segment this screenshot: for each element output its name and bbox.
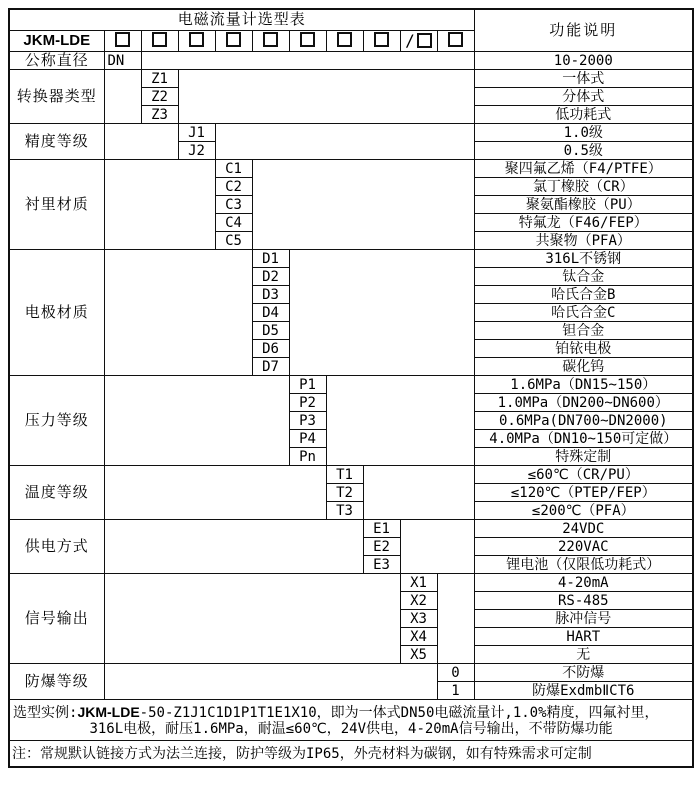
code-cell: X5 <box>400 646 437 664</box>
table-row <box>9 664 693 682</box>
code-cell: D1 <box>252 250 289 268</box>
blank-cell <box>104 124 178 160</box>
function-desc: HART <box>474 628 693 646</box>
table-row <box>9 376 693 394</box>
blank-cell <box>104 70 141 124</box>
table-row <box>9 124 693 142</box>
function-desc: 0.6MPa(DN700~DN2000) <box>474 412 693 430</box>
checkbox-icon <box>448 32 463 47</box>
function-desc: ≤200℃（PFA） <box>474 502 693 520</box>
function-desc: RS-485 <box>474 592 693 610</box>
checkbox-icon <box>337 32 352 47</box>
function-desc: 哈氏合金B <box>474 286 693 304</box>
table-row <box>9 574 693 592</box>
category-label: 压力等级 <box>9 376 104 466</box>
category-label: 温度等级 <box>9 466 104 520</box>
code-cell: P2 <box>289 394 326 412</box>
function-desc: 铂铱电极 <box>474 340 693 358</box>
code-cell: P4 <box>289 430 326 448</box>
code-cell: C1 <box>215 160 252 178</box>
function-desc: 无 <box>474 646 693 664</box>
function-desc: ≤60℃（CR/PU） <box>474 466 693 484</box>
blank-cell <box>252 160 474 250</box>
code-cell: X4 <box>400 628 437 646</box>
code-cell: X1 <box>400 574 437 592</box>
category-label: 公称直径 <box>9 52 104 70</box>
function-desc: 分体式 <box>474 88 693 106</box>
code-cell: Z3 <box>141 106 178 124</box>
function-desc: 脉冲信号 <box>474 610 693 628</box>
checkbox-icon <box>374 32 389 47</box>
code-cell: D6 <box>252 340 289 358</box>
example-model: JKM-LDE <box>77 703 140 720</box>
category-label: 转换器类型 <box>9 70 104 124</box>
code-cell: C4 <box>215 214 252 232</box>
function-desc: 1.0级 <box>474 124 693 142</box>
function-desc: 钛合金 <box>474 268 693 286</box>
note-row <box>9 741 693 768</box>
table-row <box>9 52 693 70</box>
slash-mark: / <box>405 30 415 50</box>
code-cell: X2 <box>400 592 437 610</box>
blank-cell <box>178 70 474 124</box>
table-title: 电磁流量计选型表 <box>9 9 474 31</box>
code-cell: D2 <box>252 268 289 286</box>
model-code-cell-ex <box>437 31 474 52</box>
code-cell: D3 <box>252 286 289 304</box>
code-cell: C3 <box>215 196 252 214</box>
code-cell: DN <box>104 52 141 70</box>
selection-example <box>9 700 693 741</box>
blank-cell <box>363 466 474 520</box>
function-desc: 0.5级 <box>474 142 693 160</box>
code-cell: C2 <box>215 178 252 196</box>
function-desc: 钽合金 <box>474 322 693 340</box>
code-cell: E3 <box>363 556 400 574</box>
function-desc: ≤120℃（PTEP/FEP） <box>474 484 693 502</box>
code-cell: 1 <box>437 682 474 700</box>
blank-cell <box>104 376 289 466</box>
table-row <box>9 160 693 178</box>
function-desc: 1.6MPa（DN15~150） <box>474 376 693 394</box>
category-label: 精度等级 <box>9 124 104 160</box>
function-desc: 特殊定制 <box>474 448 693 466</box>
code-cell: D7 <box>252 358 289 376</box>
model-code-cell-p <box>289 31 326 52</box>
checkbox-icon <box>152 32 167 47</box>
checkbox-icon <box>115 32 130 47</box>
function-desc: 一体式 <box>474 70 693 88</box>
function-desc: 特氟龙（F46/FEP） <box>474 214 693 232</box>
model-code-cell-t <box>326 31 363 52</box>
function-desc: 氯丁橡胶（CR） <box>474 178 693 196</box>
example-line-1 <box>11 704 691 721</box>
code-cell: Z1 <box>141 70 178 88</box>
code-cell: E2 <box>363 538 400 556</box>
function-desc: 316L不锈钢 <box>474 250 693 268</box>
selection-table <box>8 8 694 768</box>
checkbox-icon <box>300 32 315 47</box>
example-prefix: 选型实例: <box>13 704 78 721</box>
code-cell: X3 <box>400 610 437 628</box>
model-code-cell-e <box>363 31 400 52</box>
table-row <box>9 466 693 484</box>
function-desc: 10-2000 <box>474 52 693 70</box>
code-cell: T1 <box>326 466 363 484</box>
code-cell: D5 <box>252 322 289 340</box>
function-desc: 不防爆 <box>474 664 693 682</box>
function-desc: 24VDC <box>474 520 693 538</box>
model-code-cell-d <box>252 31 289 52</box>
example-rest: -50-Z1J1C1D1P1T1E1X10，即为一体式DN50电磁流量计,1.0%精度，四氟衬里， <box>139 704 659 721</box>
function-column-header: 功能说明 <box>474 9 693 52</box>
code-cell: T2 <box>326 484 363 502</box>
blank-cell <box>104 574 400 664</box>
function-desc: 低功耗式 <box>474 106 693 124</box>
code-cell: Z2 <box>141 88 178 106</box>
blank-cell <box>289 250 474 376</box>
title-row <box>9 9 693 31</box>
table-row <box>9 250 693 268</box>
blank-cell <box>104 664 437 700</box>
checkbox-icon <box>189 32 204 47</box>
function-desc: 聚四氟乙烯（F4/PTFE） <box>474 160 693 178</box>
example-line-2: 316L电极，耐压1.6MPa，耐温≤60℃，24V供电，4-20mA信号输出，不带防爆功能 <box>89 720 613 737</box>
model-code-cell-c <box>215 31 252 52</box>
function-desc: 共聚物（PFA） <box>474 232 693 250</box>
blank-cell <box>104 520 363 574</box>
code-cell: T3 <box>326 502 363 520</box>
function-desc: 碳化钨 <box>474 358 693 376</box>
code-cell: 0 <box>437 664 474 682</box>
blank-cell <box>104 160 215 250</box>
checkbox-icon <box>263 32 278 47</box>
code-cell: P3 <box>289 412 326 430</box>
function-desc: 4-20mA <box>474 574 693 592</box>
model-code-cell-x <box>400 31 437 52</box>
code-cell: J1 <box>178 124 215 142</box>
blank-cell <box>104 250 252 376</box>
model-prefix: JKM-LDE <box>9 31 104 52</box>
function-desc: 220VAC <box>474 538 693 556</box>
blank-cell <box>326 376 474 466</box>
code-cell: P1 <box>289 376 326 394</box>
function-desc: 锂电池（仅限低功耗式） <box>474 556 693 574</box>
code-cell: J2 <box>178 142 215 160</box>
checkbox-icon <box>417 33 432 48</box>
blank-cell <box>400 520 474 574</box>
model-code-cell-z <box>141 31 178 52</box>
code-cell: C5 <box>215 232 252 250</box>
code-cell: D4 <box>252 304 289 322</box>
category-label: 防爆等级 <box>9 664 104 700</box>
function-desc: 4.0MPa（DN10~150可定做） <box>474 430 693 448</box>
function-desc: 防爆ExdmbⅡCT6 <box>474 682 693 700</box>
table-row <box>9 70 693 88</box>
function-desc: 1.0MPa（DN200~DN600） <box>474 394 693 412</box>
category-label: 信号输出 <box>9 574 104 664</box>
model-code-cell-dn <box>104 31 141 52</box>
code-cell: E1 <box>363 520 400 538</box>
blank-cell <box>141 52 474 70</box>
note-text: 注：常规默认链接方式为法兰连接，防护等级为IP65，外壳材料为碳钢，如有特殊需求可定制 <box>9 741 693 768</box>
category-label: 衬里材质 <box>9 160 104 250</box>
table-row <box>9 520 693 538</box>
blank-cell <box>437 574 474 664</box>
function-desc: 聚氨酯橡胶（PU） <box>474 196 693 214</box>
example-row <box>9 700 693 741</box>
model-code-cell-j <box>178 31 215 52</box>
blank-cell <box>104 466 326 520</box>
code-cell: Pn <box>289 448 326 466</box>
function-desc: 哈氏合金C <box>474 304 693 322</box>
checkbox-icon <box>226 32 241 47</box>
category-label: 供电方式 <box>9 520 104 574</box>
blank-cell <box>215 124 474 160</box>
category-label: 电极材质 <box>9 250 104 376</box>
